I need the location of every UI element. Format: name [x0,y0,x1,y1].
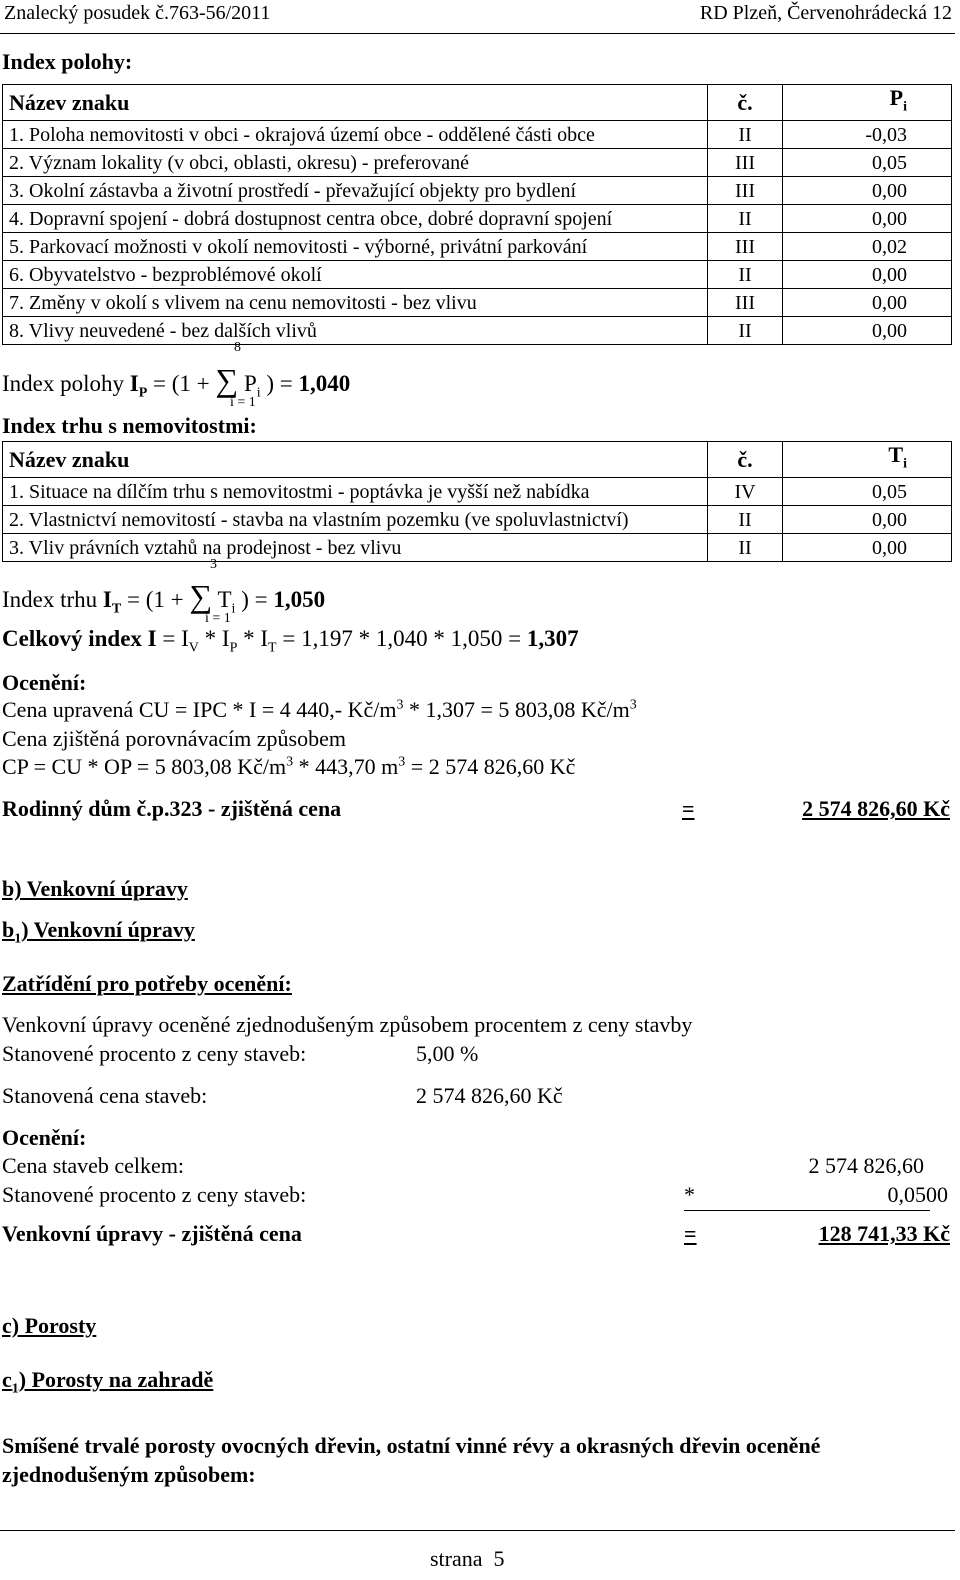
celkovy-index-result: 1,307 [526,626,579,651]
sum-divider [684,1210,930,1211]
venkovni-result-value: 128 741,33 Kč [818,1221,950,1246]
index-polohy-result: 1,040 [298,371,351,396]
venkovni-subheading: $b_1$) Venkovní úpravy [2,917,195,947]
stanovene-procento-value: 0,0500 [887,1182,948,1207]
venkovni-result-label: Venkovní úpravy - zjištěná cena [2,1221,302,1246]
procento-label: Stanovené procento z ceny staveb: [2,1041,307,1066]
col-header-no: č. [708,85,783,121]
cena-celkem-label: Cena staveb celkem: [2,1153,185,1178]
index-polohy-table [2,84,952,345]
table-row: 1. Situace na dílčím trhu s nemovitostmi - poptávka je vyšší než nabídka IV 0,05 [3,478,952,506]
table-row: 2. Vlastnictví nemovitostí - stavba na vlastním pozemku (ve spoluvlastnictví) II 0,00 [3,506,952,534]
sigma-upper-limit: 3 [210,557,217,572]
sigma-upper-limit: 8 [234,340,241,355]
table-row: 3. Vliv právních vztahů na prodejnost - bez vlivu II 0,00 [3,534,952,562]
header-address: RD Plzeň, Červenohrádecká 12 [699,2,952,24]
cena-staveb-label: Stanovená cena staveb: [2,1083,208,1108]
index-polohy-heading: Index polohy: [2,49,133,74]
stanovene-procento-label: Stanovené procento z ceny staveb: [2,1182,307,1207]
header-divider [0,33,955,34]
table-header-row [3,85,952,121]
col-header-val: $T_i$ [783,442,952,478]
table-row: 6. Obyvatelstvo - bezproblémové okolí II 0,00 [3,261,952,289]
cp-formula-line: CP = CU * OP = 5 803,08 $Kč/m^3 * 443,70$ $m^3 = 2$ 574 826,60 Kč [2,754,576,779]
index-polohy-formula: Index polohy $I_P = (1$ + ∑ $P_i$ ) = 1,040 [2,362,351,401]
zatrideni-heading: Zatřídění pro potřeby ocenění: [2,971,292,996]
table-row: 1. Poloha nemovitosti v obci - okrajová území obce - oddělené části obce II -0,03 [3,121,952,149]
header-document-id: Znalecký posudek č.763-56/2011 [4,2,271,24]
index-trhu-heading: Index trhu s nemovitostmi: [2,413,257,438]
venkovni-description: Venkovní úpravy oceněné zjednodušeným způsobem procentem z ceny stavby [2,1012,693,1037]
col-header-val: $P_i$ [783,85,952,121]
sigma-lower-limit: i = 1 [230,395,256,410]
col-header-name: Název znaku [3,85,708,121]
rd-result-label: Rodinný dům č.p.323 - zjištěná cena [2,796,342,821]
page-number: strana 5 [430,1546,505,1571]
procento-value: 5,00 % [416,1041,479,1066]
venkovni-heading: b) Venkovní úpravy [2,876,188,901]
index-trhu-formula: Index trhu $I_T = (1$ + ∑ $T_i$ ) = 1,050 [2,578,326,617]
porosty-heading: c) Porosty [2,1313,97,1338]
footer-divider [0,1530,955,1531]
table-row: 8. Vlivy neuvedené - bez dalších vlivů II 0,00 [3,317,952,345]
table-row: 4. Dopravní spojení - dobrá dostupnost centra obce, dobré dopravní spojení II 0,00 [3,205,952,233]
cena-staveb-value: 2 574 826,60 Kč [416,1083,563,1108]
porosty-subheading: $c_1$) Porosty na zahradě [2,1367,214,1397]
col-header-name: Název znaku [3,442,708,478]
table-row: 2. Význam lokality (v obci, oblasti, okresu) - preferované III 0,05 [3,149,952,177]
porosty-description-line2: zjednodušeným způsobem: [2,1462,256,1487]
multiply-operator: * [684,1182,695,1207]
index-trhu-table [2,441,952,562]
table-header-row [3,442,952,478]
table-row: 5. Parkovací možnosti v okolí nemovitosti - výborné, privátní parkování III 0,02 [3,233,952,261]
celkovy-index-formula: Celkový index $I = I_V * I_P * I_T = 1,197 * 1,040 * 1,050 = 1,307$ [2,626,579,656]
sigma-lower-limit: i = 1 [205,611,231,626]
rd-result-value: 2 574 826,60 Kč [802,796,950,821]
cena-celkem-value: 2 574 826,60 [808,1153,924,1178]
table-row: 7. Změny v okolí s vlivem na cenu nemovitosti - bez vlivu III 0,00 [3,289,952,317]
porosty-description-line1: Smíšené trvalé porosty ovocných dřevin, ostatní vinné révy a okrasných dřevin oceněné [2,1433,821,1458]
index-trhu-result: 1,050 [273,587,326,612]
oceneni-heading: Ocenění: [2,670,87,695]
oceneni-heading-2: Ocenění: [2,1125,87,1150]
rd-result-eq: = [682,796,695,821]
cena-zjistena-line: Cena zjištěná porovnávacím způsobem [2,726,346,751]
cena-upravena-line: Cena upravená CU = IPC * I = 4 440,- $Kč/m^3 * 1,307 = 5$ 803,08 $Kč/m^3$ [2,697,637,722]
table-row: 3. Okolní zástavba a životní prostředí - převažující objekty pro bydlení III 0,00 [3,177,952,205]
venkovni-result-eq: = [684,1221,697,1246]
col-header-no: č. [708,442,783,478]
